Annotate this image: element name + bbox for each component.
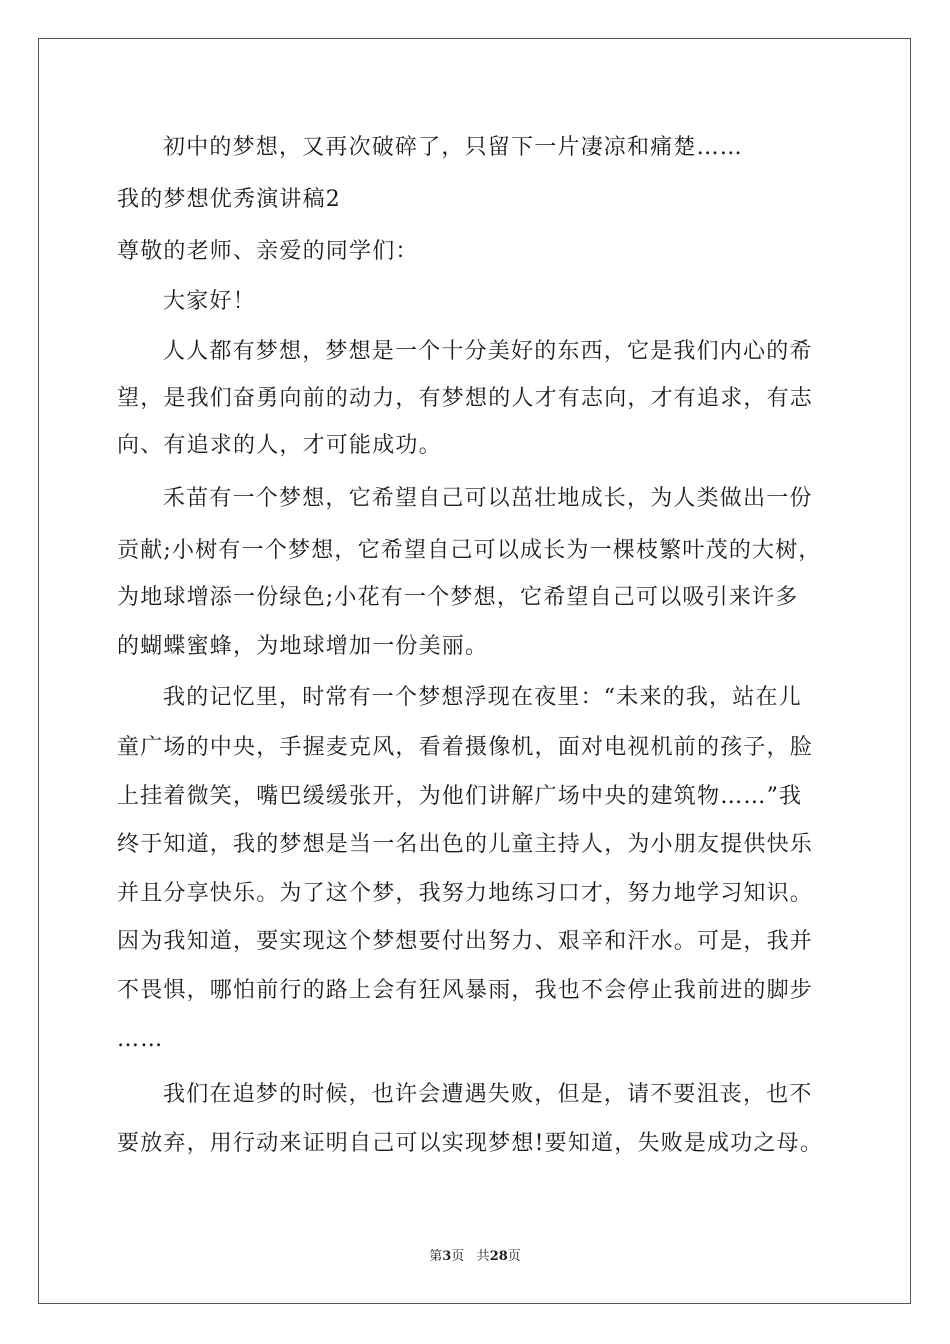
paragraph-line: …… [117,1027,164,1052]
paragraph-line: 要放弃，用行动来证明自己可以实现梦想!要知道，失败是成功之母。 [117,1131,824,1156]
paragraph-line: 初中的梦想，又再次破碎了，只留下一片凄凉和痛楚…… [163,135,744,160]
paragraph-line: 因为我知道，要实现这个梦想要付出努力、艰辛和汗水。可是，我并 [117,929,814,954]
paragraph-line: 我的记忆里，时常有一个梦想浮现在夜里：“未来的我，站在儿 [163,685,802,710]
paragraph-line: 并且分享快乐。为了这个梦，我努力地练习口才，努力地学习知识。 [117,881,814,906]
paragraph-line: 向、有追求的人，才可能成功。 [117,433,442,458]
current-page-number: 3 [442,1249,452,1264]
salutation: 尊敬的老师、亲爱的同学们： [117,239,419,264]
footer-prefix: 第 [429,1249,443,1264]
paragraph-line: 禾苗有一个梦想，它希望自己可以茁壮地成长，为人类做出一份 [163,486,813,511]
paragraph-line: 的蝴蝶蜜蜂，为地球增加一份美丽。 [117,634,489,659]
paragraph-line: 贡献;小树有一个梦想，它希望自己可以成长为一棵枝繁叶茂的大树， [117,538,822,563]
paragraph-line: 我们在追梦的时候，也许会遭遇失败，但是，请不要沮丧，也不 [163,1082,813,1107]
paragraph-line: 不畏惧，哪怕前行的路上会有狂风暴雨，我也不会停止我前进的脚步 [117,978,814,1003]
footer-total-prefix: 共 [476,1249,490,1264]
paragraph-line: 终于知道，我的梦想是当一名出色的儿童主持人，为小朋友提供快乐 [117,832,814,857]
page-border [38,38,911,1304]
paragraph-line: 望，是我们奋勇向前的动力，有梦想的人才有志向，才有追求，有志 [117,386,814,411]
paragraph-line: 童广场的中央，手握麦克风，看着摄像机，面对电视机前的孩子，脸 [117,735,814,760]
page-footer [0,1248,950,1266]
total-page-number: 28 [489,1249,508,1264]
greeting: 大家好！ [163,289,256,314]
footer-total-suffix: 页 [507,1249,521,1264]
paragraph-line: 上挂着微笑，嘴巴缓缓张开，为他们讲解广场中央的建筑物……”我 [117,784,803,809]
paragraph-line: 为地球增添一份绿色;小花有一个梦想，它希望自己可以吸引来许多 [117,585,799,610]
paragraph-line: 人人都有梦想，梦想是一个十分美好的东西，它是我们内心的希 [163,339,813,364]
section-title: 我的梦想优秀演讲稿2 [117,187,341,212]
footer-page-word: 页 [451,1249,465,1264]
